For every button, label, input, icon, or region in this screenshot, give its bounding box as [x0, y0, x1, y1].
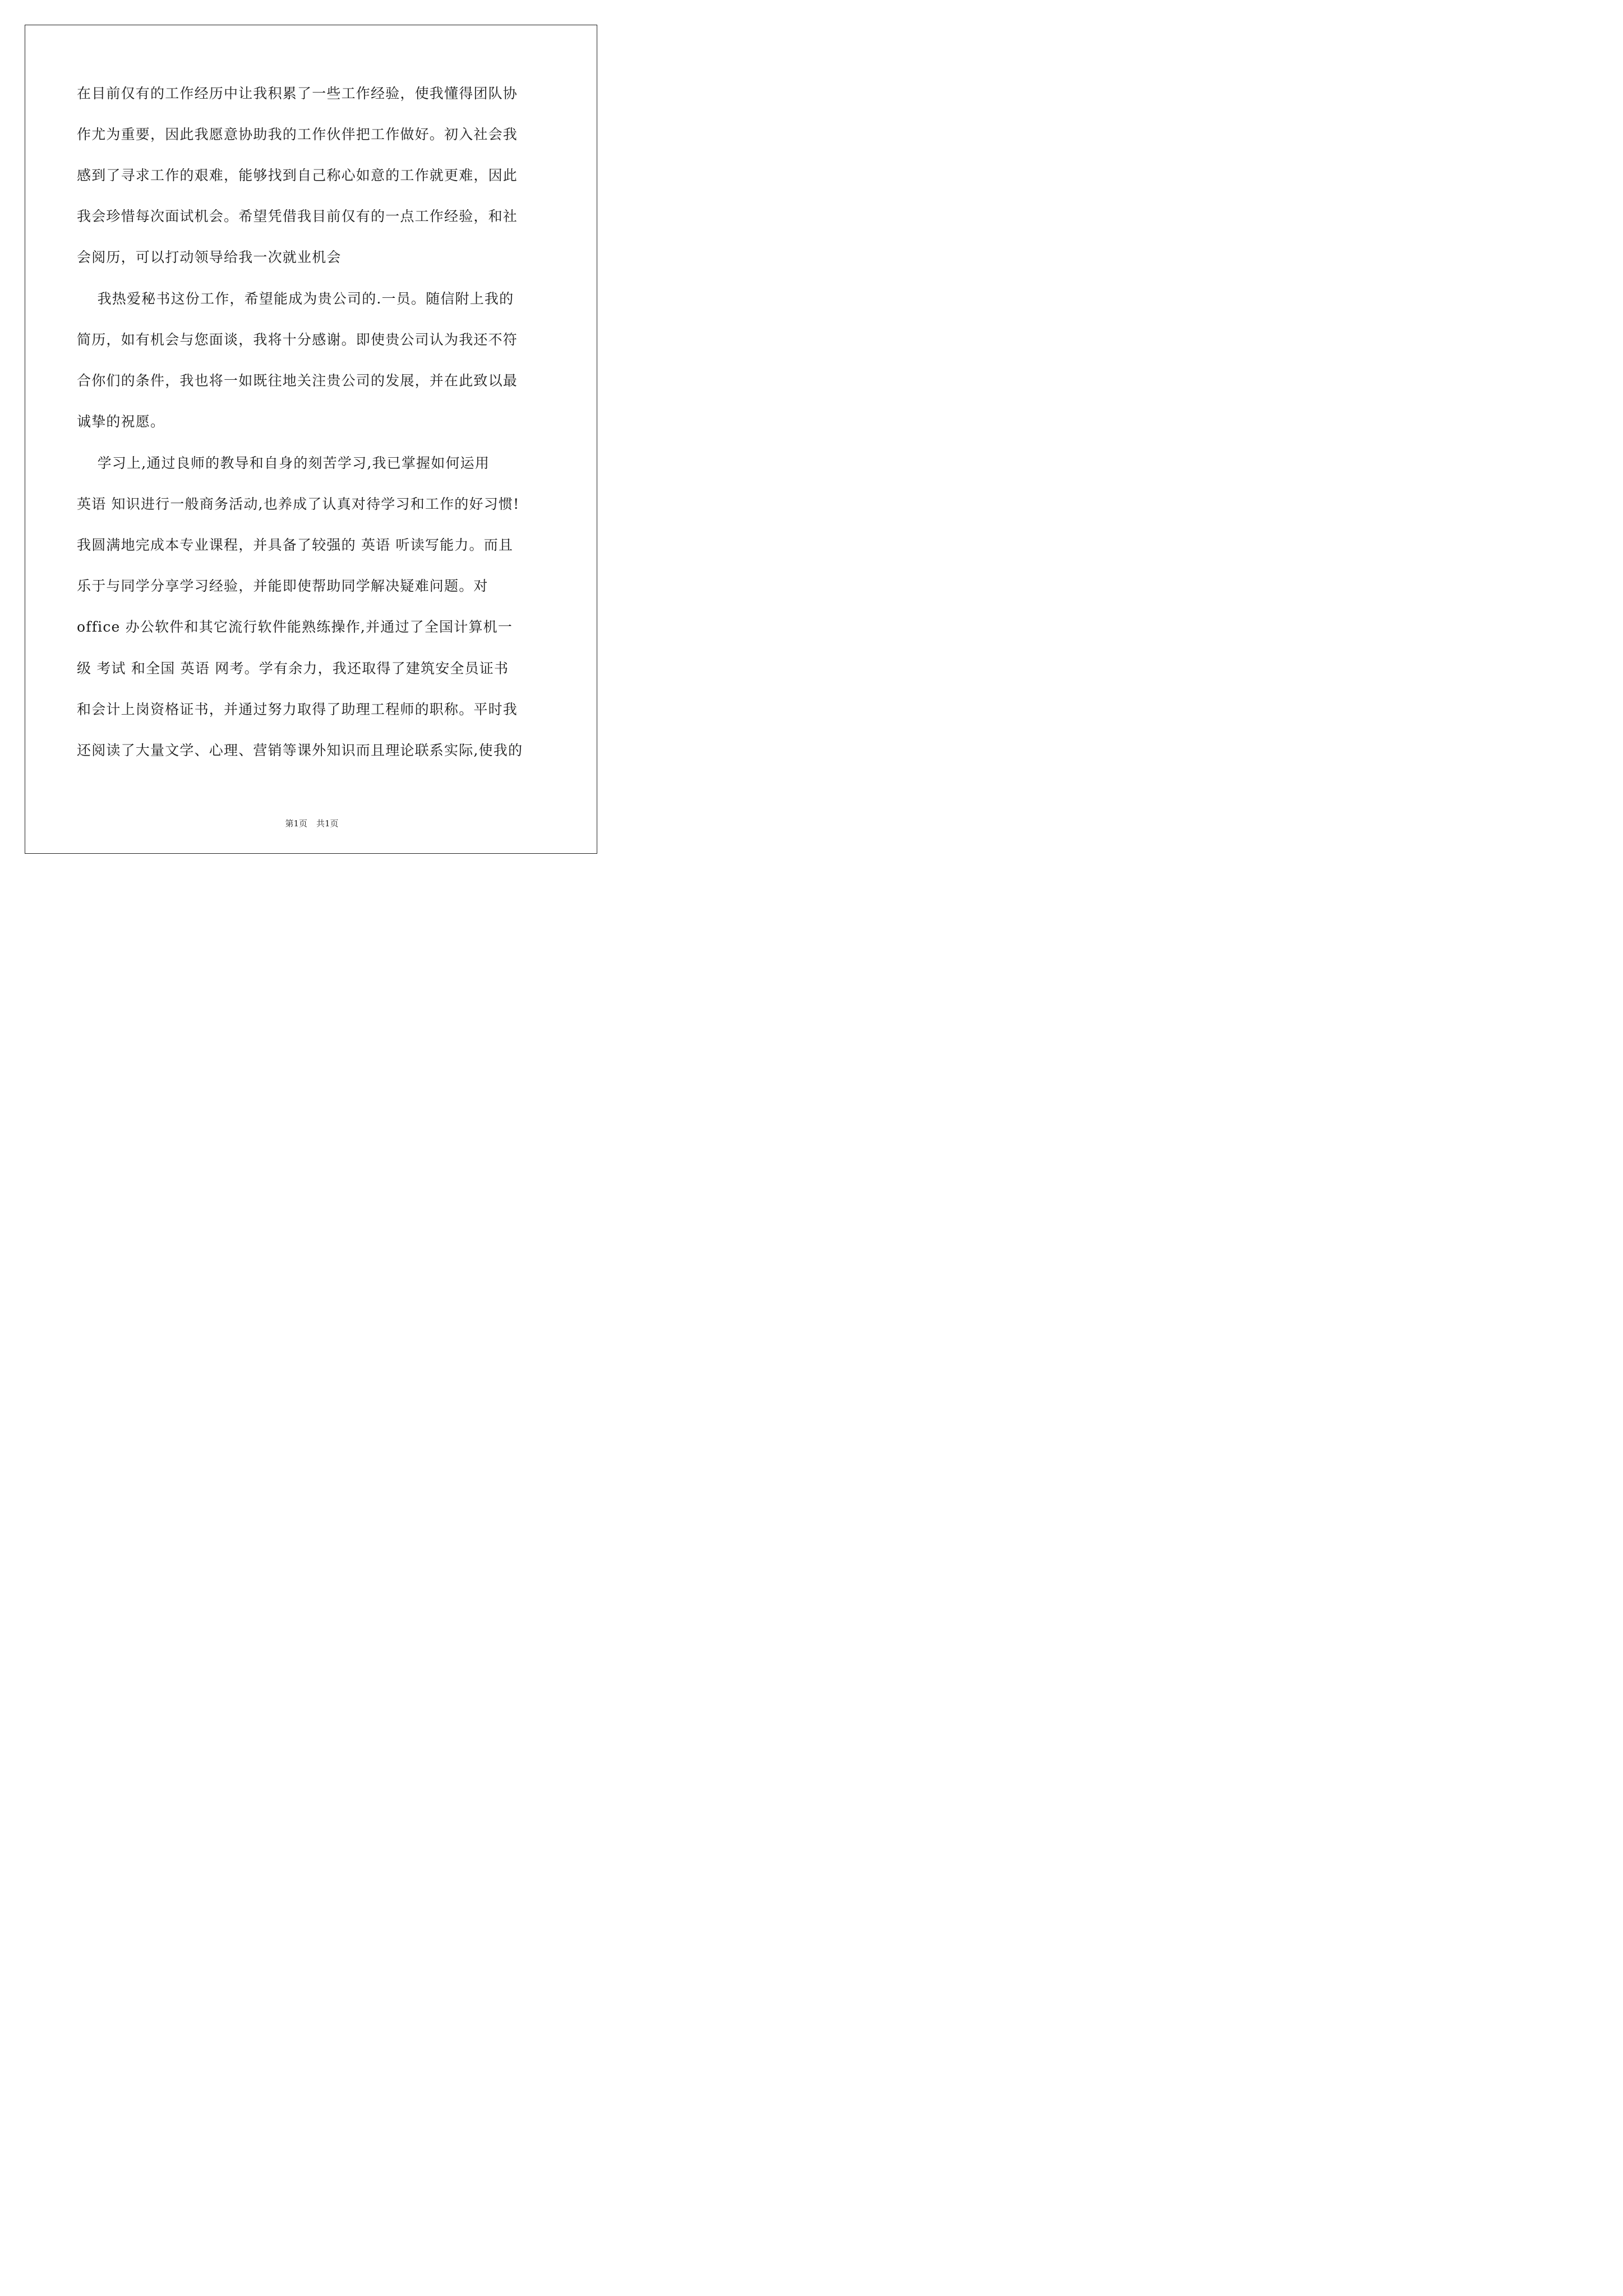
- text-line: 学习上,通过良师的教导和自身的刻苦学习,我已掌握如何运用: [77, 455, 490, 471]
- text-line: 在目前仅有的工作经历中让我积累了一些工作经验，使我懂得团队协: [77, 85, 518, 102]
- page-border: [25, 25, 597, 854]
- page-footer: [0, 818, 624, 829]
- text-line: 作尤为重要，因此我愿意协助我的工作伙伴把工作做好。初入社会我: [77, 126, 518, 142]
- text-line: 还阅读了大量文学、心理、营销等课外知识而且理论联系实际,使我的: [77, 742, 523, 758]
- text-line: 和会计上岗资格证书，并通过努力取得了助理工程师的职称。平时我: [77, 701, 518, 717]
- text-line: 我热爱秘书这份工作，希望能成为贵公司的.一员。随信附上我的: [77, 291, 514, 307]
- page-total: 共1页: [316, 818, 339, 829]
- text-line: 合你们的条件，我也将一如既往地关注贵公司的发展，并在此致以最: [77, 372, 518, 389]
- text-line: 级 考试 和全国 英语 网考。学有余力，我还取得了建筑安全员证书: [77, 660, 509, 677]
- text-line: 乐于与同学分享学习经验，并能即使帮助同学解决疑难问题。对: [77, 578, 488, 594]
- text-line: 我会珍惜每次面试机会。希望凭借我目前仅有的一点工作经验，和社: [77, 208, 518, 224]
- page-number: 第1页: [285, 818, 307, 829]
- text-line: office 办公软件和其它流行软件能熟练操作,并通过了全国计算机一: [77, 619, 513, 635]
- text-line: 简历，如有机会与您面谈，我将十分感谢。即使贵公司认为我还不符: [77, 332, 518, 348]
- text-line: 我圆满地完成本专业课程，并具备了较强的 英语 听读写能力。而且: [77, 537, 514, 553]
- text-line: 诚挚的祝愿。: [77, 413, 165, 430]
- text-line: 英语 知识进行一般商务活动,也养成了认真对待学习和工作的好习惯!: [77, 496, 520, 512]
- text-line: 感到了寻求工作的艰难，能够找到自己称心如意的工作就更难，因此: [77, 167, 518, 183]
- text-line: 会阅历，可以打动领导给我一次就业机会: [77, 249, 342, 265]
